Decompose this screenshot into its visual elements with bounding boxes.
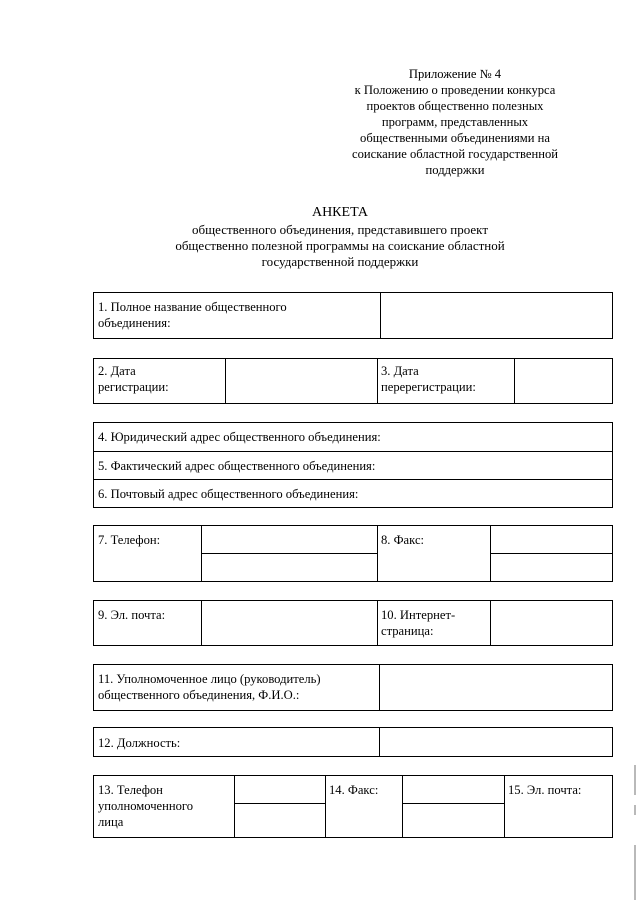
reregistration-date-label: 3. Дата перерегистрации: (381, 364, 476, 394)
position-row (93, 727, 613, 757)
scan-edge-mark (634, 805, 636, 815)
reregistration-date-field[interactable] (515, 359, 612, 403)
website-field[interactable] (491, 601, 612, 645)
annex-line: соискание областной государственной (352, 147, 558, 161)
form-title-block (120, 204, 560, 270)
scan-edge-mark (634, 765, 636, 795)
full-name-field[interactable] (381, 293, 612, 338)
registration-date-label: 2. Дата регистрации: (98, 364, 169, 394)
position-label: 12. Должность: (98, 736, 181, 750)
annex-line: общественными объединениями на (360, 131, 550, 145)
scan-edge-mark (634, 845, 636, 900)
contact-fax-field-1[interactable] (403, 776, 503, 803)
authorized-person-label: 11. Уполномоченное лицо (руководитель) общественного объединения, Ф.И.О.: (98, 672, 321, 702)
form-subtitle-line: общественно полезной программы на соискание областной (175, 238, 505, 253)
postal-address-field[interactable]: 6. Почтовый адрес общественного объединения: (98, 487, 359, 501)
contact-phone-field-1[interactable] (235, 776, 324, 803)
phone-label: 7. Телефон: (98, 533, 161, 547)
contact-person-row (93, 775, 613, 838)
email-field[interactable] (202, 601, 377, 645)
phone-fax-row (93, 525, 613, 582)
registration-row (93, 358, 613, 404)
phone-field-2[interactable] (202, 554, 376, 581)
annex-line: поддержки (425, 163, 485, 177)
annex-line: проектов общественно полезных (366, 99, 544, 113)
contact-fax-field-2[interactable] (403, 804, 503, 837)
fax-label: 8. Факс: (381, 533, 425, 547)
fax-field-2[interactable] (491, 554, 612, 581)
registration-date-field[interactable] (226, 359, 377, 403)
email-label: 9. Эл. почта: (98, 608, 166, 622)
contact-phone-label: 13. Телефон уполномоченного лица (98, 783, 194, 829)
form-subtitle-line: общественного объединения, представившего проект (191, 222, 488, 237)
position-field[interactable] (380, 728, 612, 756)
actual-address-field[interactable]: 5. Фактический адрес общественного объединения: (98, 459, 376, 473)
full-name-label: 1. Полное название общественного объединения: (98, 300, 287, 330)
contact-email-label: 15. Эл. почта: (508, 783, 582, 797)
contact-phone-field-2[interactable] (235, 804, 324, 837)
fax-field-1[interactable] (491, 526, 612, 553)
form-title: АНКЕТА (311, 205, 369, 220)
contact-fax-label: 14. Факс: (329, 783, 379, 797)
authorized-person-row (93, 664, 613, 711)
annex-line: Приложение № 4 (408, 67, 502, 81)
full-name-row (93, 292, 613, 339)
authorized-person-field[interactable] (380, 665, 612, 710)
website-label: 10. Интернет- страница: (381, 608, 456, 638)
form-subtitle-line: государственной поддержки (261, 254, 419, 269)
annex-header (322, 66, 588, 178)
annex-line: к Положению о проведении конкурса (354, 83, 556, 97)
phone-field-1[interactable] (202, 526, 376, 553)
address-table (93, 422, 613, 508)
email-website-row (93, 600, 613, 646)
legal-address-field[interactable]: 4. Юридический адрес общественного объединения: (98, 430, 381, 444)
annex-line: программ, представленных (381, 115, 529, 129)
